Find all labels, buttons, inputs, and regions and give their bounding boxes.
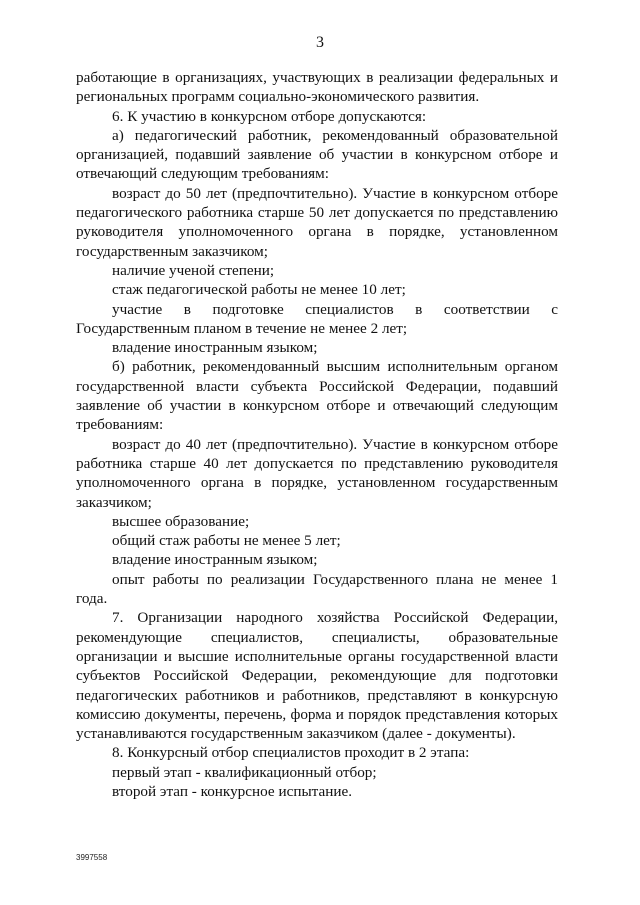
paragraph: первый этап - квалификационный отбор;: [112, 763, 377, 781]
page-number: 3: [316, 34, 324, 51]
paragraph: 6. К участию в конкурсном отборе допускаются:: [112, 107, 427, 125]
document-body: [76, 68, 558, 801]
paragraph: участие в подготовке специалистов в соответствии с Государственным планом в течение не менее 2 лет;: [76, 300, 558, 337]
paragraph: 7. Организации народного хозяйства Российской Федерации, рекомендующие специалистов, специалисты, образовательные организации и высшие исполнительные органы государственной власти субъектов Российской Федерации, рекомендующие для подготовки педагогических работников и работников, представляют в конкурсную комиссию документы, перечень, форма и порядок представления которых устанавливаются государственным заказчиком (далее - документы).: [76, 609, 558, 743]
paragraph: высшее образование;: [112, 512, 250, 530]
paragraph: второй этап - конкурсное испытание.: [112, 782, 353, 800]
paragraph: возраст до 40 лет (предпочтительно). Участие в конкурсном отборе работника старше 40 лет допускается по представлению руководителя уполномоченного органа в порядке, установленном государственным заказчиком;: [76, 435, 558, 511]
paragraph: возраст до 50 лет (предпочтительно). Участие в конкурсном отборе педагогического работника старше 50 лет допускается по представлению руководителя уполномоченного органа в порядке, установленном государственным заказчиком;: [76, 184, 558, 260]
paragraph: стаж педагогической работы не менее 10 лет;: [112, 281, 406, 299]
paragraph: общий стаж работы не менее 5 лет;: [112, 532, 341, 550]
paragraph: 8. Конкурсный отбор специалистов проходит в 2 этапа:: [112, 744, 470, 762]
paragraph: владение иностранным языком;: [112, 551, 318, 569]
paragraph: а) педагогический работник, рекомендованный образовательной организацией, подавший заявление об участии в конкурсном отборе и отвечающий следующим требованиям:: [76, 126, 558, 183]
paragraph: работающие в организациях, участвующих в реализации федеральных и региональных программ социально-экономического развития.: [76, 69, 558, 106]
paragraph: опыт работы по реализации Государственного плана не менее 1 года.: [76, 570, 558, 608]
document-code: 3997558: [76, 853, 108, 862]
paragraph: владение иностранным языком;: [112, 339, 318, 357]
paragraph: б) работник, рекомендованный высшим исполнительным органом государственной власти субъекта Российской Федерации, подавший заявление об участии в конкурсном отборе и отвечающий следующим требованиям:: [76, 358, 558, 434]
paragraph: наличие ученой степени;: [112, 261, 275, 279]
